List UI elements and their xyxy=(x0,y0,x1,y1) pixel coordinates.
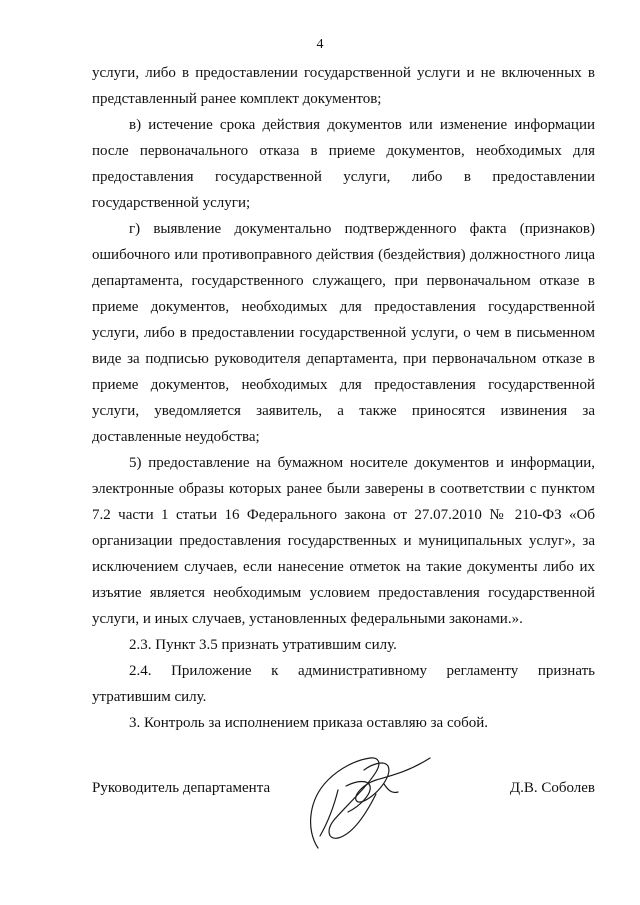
signatory-position: Руководитель департамента xyxy=(92,780,271,796)
paragraph-item-5: 5) предоставление на бумажном носителе документов и информации, электронные образы которых ранее были заверены в соответствии с пунктом 7.2 части 1 статьи 16 Федерального закона от 27.07.2010 № 210-ФЗ «Об организации предоставления государственных и муниципальных услуг», за исключением случаев, если нанесение отметок на такие документы либо их изъятие является необходимым условием предоставления государственной услуги, и иных случаев, установленных федеральными законами.». xyxy=(92,455,595,627)
page-number: 4 xyxy=(316,37,324,52)
signature-block xyxy=(92,750,595,860)
paragraph-item-v: в) истечение срока действия документов или изменение информации после первоначального отказа в приеме документов, необходимых для предоставления государственной услуги, либо в предоставлении государственной услуги; xyxy=(92,117,595,211)
paragraph-continuation: услуги, либо в предоставлении государственной услуги и не включенных в представленный ранее комплект документов; xyxy=(92,65,595,107)
paragraph-2-4: 2.4. Приложение к административному регламенту признать утратившим силу. xyxy=(92,663,595,705)
paragraph-2-3: 2.3. Пункт 3.5 признать утратившим силу. xyxy=(129,637,397,653)
signatory-name: Д.В. Соболев xyxy=(509,780,595,796)
paragraph-item-g: г) выявление документально подтвержденного факта (признаков) ошибочного или противоправного действия (бездействия) должностного лица департамента, государственного служащего, при первоначальном отказе в приеме документов, необходимых для предоставления государственной услуги, либо в предоставлении государственной услуги, о чем в письменном виде за подписью руководителя департамента, при первоначальном отказе в приеме документов, необходимых для предоставления государственной услуги, уведомляется заявитель, а также приносятся извинения за доставленные неудобства; xyxy=(92,221,595,445)
paragraph-3: 3. Контроль за исполнением приказа оставляю за собой. xyxy=(129,715,489,731)
document-body xyxy=(92,60,595,736)
handwritten-signature-icon xyxy=(298,750,438,860)
